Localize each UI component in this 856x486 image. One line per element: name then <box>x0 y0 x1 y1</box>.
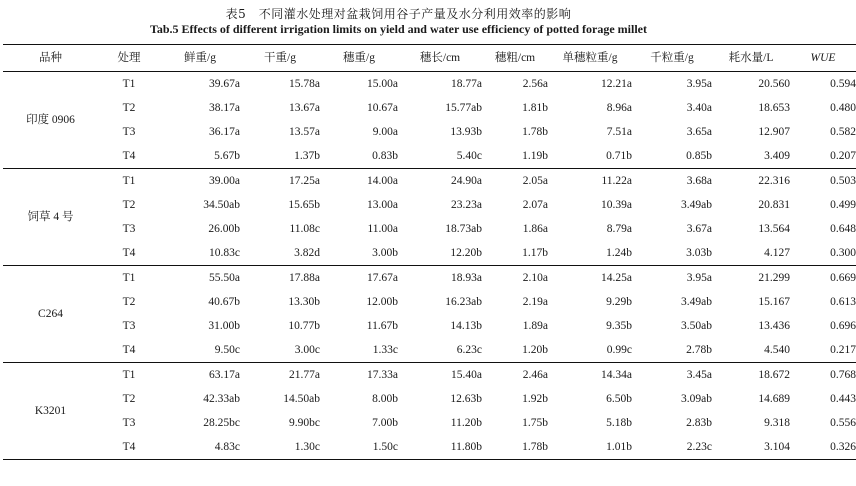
header-panicle-length: 穗长/cm <box>398 45 482 72</box>
water-consumption-cell: 21.299 <box>758 272 790 284</box>
table-row <box>3 290 856 314</box>
fresh-weight-cell: 4.83c <box>214 441 240 453</box>
header-thousand-grain-weight: 千粒重/g <box>632 45 712 72</box>
water-consumption-cell: 20.560 <box>758 78 790 90</box>
panicle-diameter-cell: 2.10a <box>522 272 548 284</box>
wue-cell: 0.300 <box>830 247 856 259</box>
panicle-diameter-cell: 1.86a <box>522 223 548 235</box>
treatment-cell: T2 <box>122 102 136 114</box>
fresh-weight-cell: 34.50ab <box>203 199 240 211</box>
treatment-cell: T1 <box>122 78 136 90</box>
grain-weight-cell: 11.22a <box>601 175 632 187</box>
wue-cell: 0.503 <box>830 175 856 187</box>
header-panicle-diameter: 穗粗/cm <box>482 45 548 72</box>
water-consumption-cell: 13.436 <box>758 320 790 332</box>
table-caption-chinese: 表5 不同灌水处理对盆栽饲用谷子产量及水分利用效率的影响 <box>225 7 572 21</box>
treatment-cell: T3 <box>122 417 136 429</box>
water-consumption-cell: 3.409 <box>764 150 790 162</box>
variety-group <box>3 169 856 266</box>
fresh-weight-cell: 31.00b <box>208 320 240 332</box>
treatment-cell: T2 <box>122 296 136 308</box>
dry-weight-cell: 3.82d <box>294 247 320 259</box>
thousand-grain-weight-cell: 2.23c <box>686 441 712 453</box>
water-consumption-cell: 4.540 <box>764 344 790 356</box>
fresh-weight-cell: 39.00a <box>209 175 240 187</box>
header-grain-weight-per-panicle: 单穗粒重/g <box>548 45 632 72</box>
treatment-cell: T4 <box>122 344 136 356</box>
treatment-cell: T3 <box>122 223 136 235</box>
variety-cell: C264 <box>38 308 63 320</box>
grain-weight-cell: 12.21a <box>601 78 632 90</box>
dry-weight-cell: 13.30b <box>288 296 320 308</box>
panicle-diameter-cell: 2.46a <box>522 369 548 381</box>
panicle-length-cell: 11.80b <box>450 441 482 453</box>
panicle-length-cell: 16.23ab <box>445 296 482 308</box>
panicle-weight-cell: 11.00a <box>367 223 398 235</box>
panicle-weight-cell: 8.00b <box>372 393 398 405</box>
thousand-grain-weight-cell: 3.45a <box>686 369 712 381</box>
panicle-length-cell: 18.73ab <box>445 223 482 235</box>
fresh-weight-cell: 28.25bc <box>203 417 240 429</box>
table-row <box>3 120 856 144</box>
wue-cell: 0.582 <box>830 126 856 138</box>
header-panicle-weight: 穗重/g <box>320 45 398 72</box>
thousand-grain-weight-cell: 3.65a <box>686 126 712 138</box>
panicle-diameter-cell: 2.05a <box>522 175 548 187</box>
panicle-weight-cell: 11.67b <box>366 320 398 332</box>
wue-cell: 0.594 <box>830 78 856 90</box>
dry-weight-cell: 1.30c <box>294 441 320 453</box>
dry-weight-cell: 15.78a <box>289 78 320 90</box>
grain-weight-cell: 5.18b <box>606 417 632 429</box>
header-fresh-weight: 鲜重/g <box>160 45 240 72</box>
thousand-grain-weight-cell: 3.50ab <box>681 320 712 332</box>
panicle-diameter-cell: 1.75b <box>522 417 548 429</box>
thousand-grain-weight-cell: 3.40a <box>686 102 712 114</box>
header-dry-weight: 干重/g <box>240 45 320 72</box>
fresh-weight-cell: 55.50a <box>209 272 240 284</box>
treatment-cell: T3 <box>122 126 136 138</box>
panicle-diameter-cell: 1.17b <box>522 247 548 259</box>
wue-cell: 0.326 <box>830 441 856 453</box>
fresh-weight-cell: 10.83c <box>209 247 240 259</box>
table-row <box>3 144 856 169</box>
panicle-weight-cell: 3.00b <box>372 247 398 259</box>
table-caption-english: Tab.5 Effects of different irrigation limits on yield and water use efficiency of potted forage millet <box>149 22 648 36</box>
grain-weight-cell: 6.50b <box>606 393 632 405</box>
table-row <box>3 241 856 266</box>
table-row <box>3 96 856 120</box>
dry-weight-cell: 9.90bc <box>289 417 320 429</box>
panicle-length-cell: 18.93a <box>451 272 482 284</box>
variety-group <box>3 266 856 363</box>
panicle-weight-cell: 17.33a <box>367 369 398 381</box>
panicle-diameter-cell: 1.19b <box>522 150 548 162</box>
grain-weight-cell: 7.51a <box>606 126 632 138</box>
panicle-length-cell: 15.40a <box>451 369 482 381</box>
panicle-diameter-cell: 2.19a <box>522 296 548 308</box>
dry-weight-cell: 13.57a <box>289 126 320 138</box>
panicle-length-cell: 11.20b <box>450 417 482 429</box>
dry-weight-cell: 1.37b <box>294 150 320 162</box>
variety-cell: K3201 <box>34 405 67 417</box>
variety-cell: 饲草 4 号 <box>27 211 74 223</box>
fresh-weight-cell: 42.33ab <box>203 393 240 405</box>
table-row <box>3 314 856 338</box>
thousand-grain-weight-cell: 3.95a <box>686 272 712 284</box>
wue-cell: 0.480 <box>830 102 856 114</box>
variety-group <box>3 72 856 169</box>
panicle-diameter-cell: 2.56a <box>522 78 548 90</box>
panicle-length-cell: 15.77ab <box>445 102 482 114</box>
thousand-grain-weight-cell: 3.95a <box>686 78 712 90</box>
grain-weight-cell: 0.71b <box>606 150 632 162</box>
panicle-weight-cell: 9.00a <box>372 126 398 138</box>
grain-weight-cell: 8.79a <box>606 223 632 235</box>
panicle-length-cell: 12.63b <box>450 393 482 405</box>
table-row <box>3 338 856 363</box>
table-row <box>3 411 856 435</box>
panicle-weight-cell: 1.33c <box>372 344 398 356</box>
thousand-grain-weight-cell: 0.85b <box>686 150 712 162</box>
thousand-grain-weight-cell: 3.03b <box>686 247 712 259</box>
panicle-diameter-cell: 1.20b <box>522 344 548 356</box>
grain-weight-cell: 9.35b <box>606 320 632 332</box>
panicle-length-cell: 5.40c <box>456 150 482 162</box>
wue-cell: 0.669 <box>830 272 856 284</box>
panicle-length-cell: 13.93b <box>450 126 482 138</box>
dry-weight-cell: 14.50ab <box>283 393 320 405</box>
dry-weight-cell: 15.65b <box>288 199 320 211</box>
water-consumption-cell: 14.689 <box>758 393 790 405</box>
grain-weight-cell: 14.25a <box>601 272 632 284</box>
panicle-diameter-cell: 1.78b <box>522 126 548 138</box>
panicle-weight-cell: 17.67a <box>367 272 398 284</box>
dry-weight-cell: 10.77b <box>288 320 320 332</box>
fresh-weight-cell: 26.00b <box>208 223 240 235</box>
panicle-weight-cell: 0.83b <box>372 150 398 162</box>
grain-weight-cell: 8.96a <box>606 102 632 114</box>
water-consumption-cell: 3.104 <box>764 441 790 453</box>
panicle-length-cell: 23.23a <box>451 199 482 211</box>
water-consumption-cell: 9.318 <box>764 417 790 429</box>
dry-weight-cell: 13.67a <box>289 102 320 114</box>
table-row <box>3 72 856 97</box>
table-row <box>3 363 856 388</box>
panicle-weight-cell: 12.00b <box>366 296 398 308</box>
wue-cell: 0.613 <box>830 296 856 308</box>
panicle-weight-cell: 7.00b <box>372 417 398 429</box>
table-row <box>3 266 856 291</box>
table-row <box>3 217 856 241</box>
panicle-diameter-cell: 1.92b <box>522 393 548 405</box>
table-row <box>3 387 856 411</box>
table-header <box>3 45 856 72</box>
panicle-length-cell: 24.90a <box>451 175 482 187</box>
thousand-grain-weight-cell: 3.68a <box>686 175 712 187</box>
dry-weight-cell: 17.88a <box>289 272 320 284</box>
water-consumption-cell: 15.167 <box>758 296 790 308</box>
panicle-length-cell: 6.23c <box>456 344 482 356</box>
thousand-grain-weight-cell: 3.67a <box>686 223 712 235</box>
thousand-grain-weight-cell: 3.09ab <box>681 393 712 405</box>
thousand-grain-weight-cell: 2.83b <box>686 417 712 429</box>
header-wue: WUE <box>790 45 856 72</box>
panicle-length-cell: 12.20b <box>450 247 482 259</box>
fresh-weight-cell: 63.17a <box>209 369 240 381</box>
wue-cell: 0.768 <box>830 369 856 381</box>
fresh-weight-cell: 40.67b <box>208 296 240 308</box>
treatment-cell: T4 <box>122 247 136 259</box>
fresh-weight-cell: 39.67a <box>209 78 240 90</box>
water-consumption-cell: 13.564 <box>758 223 790 235</box>
grain-weight-cell: 1.24b <box>606 247 632 259</box>
treatment-cell: T3 <box>122 320 136 332</box>
table-row <box>3 193 856 217</box>
panicle-weight-cell: 13.00a <box>367 199 398 211</box>
fresh-weight-cell: 5.67b <box>214 150 240 162</box>
panicle-weight-cell: 14.00a <box>367 175 398 187</box>
panicle-weight-cell: 10.67a <box>367 102 398 114</box>
panicle-weight-cell: 1.50c <box>372 441 398 453</box>
wue-cell: 0.556 <box>830 417 856 429</box>
thousand-grain-weight-cell: 2.78b <box>686 344 712 356</box>
grain-weight-cell: 14.34a <box>601 369 632 381</box>
wue-cell: 0.443 <box>830 393 856 405</box>
water-consumption-cell: 20.831 <box>758 199 790 211</box>
header-treatment: 处理 <box>98 45 160 72</box>
data-table <box>3 44 856 460</box>
wue-cell: 0.648 <box>830 223 856 235</box>
water-consumption-cell: 18.672 <box>758 369 790 381</box>
fresh-weight-cell: 36.17a <box>209 126 240 138</box>
dry-weight-cell: 3.00c <box>294 344 320 356</box>
treatment-cell: T1 <box>122 369 136 381</box>
water-consumption-cell: 4.127 <box>764 247 790 259</box>
wue-cell: 0.207 <box>830 150 856 162</box>
grain-weight-cell: 10.39a <box>601 199 632 211</box>
header-water-consumption: 耗水量/L <box>712 45 790 72</box>
fresh-weight-cell: 38.17a <box>209 102 240 114</box>
water-consumption-cell: 18.653 <box>758 102 790 114</box>
panicle-length-cell: 14.13b <box>450 320 482 332</box>
water-consumption-cell: 22.316 <box>758 175 790 187</box>
panicle-diameter-cell: 2.07a <box>522 199 548 211</box>
dry-weight-cell: 17.25a <box>289 175 320 187</box>
dry-weight-cell: 11.08c <box>289 223 320 235</box>
header-variety: 品种 <box>3 45 98 72</box>
grain-weight-cell: 9.29b <box>606 296 632 308</box>
wue-cell: 0.696 <box>830 320 856 332</box>
wue-cell: 0.499 <box>830 199 856 211</box>
table-row <box>3 435 856 460</box>
thousand-grain-weight-cell: 3.49ab <box>681 296 712 308</box>
table-row <box>3 169 856 194</box>
dry-weight-cell: 21.77a <box>289 369 320 381</box>
treatment-cell: T2 <box>122 393 136 405</box>
treatment-cell: T2 <box>122 199 136 211</box>
panicle-diameter-cell: 1.81b <box>522 102 548 114</box>
grain-weight-cell: 1.01b <box>606 441 632 453</box>
panicle-weight-cell: 15.00a <box>367 78 398 90</box>
thousand-grain-weight-cell: 3.49ab <box>681 199 712 211</box>
treatment-cell: T1 <box>122 272 136 284</box>
variety-cell: 印度 0906 <box>26 114 75 126</box>
variety-group <box>3 363 856 460</box>
header-row <box>3 45 856 72</box>
water-consumption-cell: 12.907 <box>758 126 790 138</box>
fresh-weight-cell: 9.50c <box>214 344 240 356</box>
grain-weight-cell: 0.99c <box>606 344 632 356</box>
panicle-diameter-cell: 1.78b <box>522 441 548 453</box>
panicle-diameter-cell: 1.89a <box>522 320 548 332</box>
panicle-length-cell: 18.77a <box>451 78 482 90</box>
treatment-cell: T4 <box>122 150 136 162</box>
treatment-cell: T1 <box>122 175 136 187</box>
wue-cell: 0.217 <box>830 344 856 356</box>
treatment-cell: T4 <box>122 441 136 453</box>
